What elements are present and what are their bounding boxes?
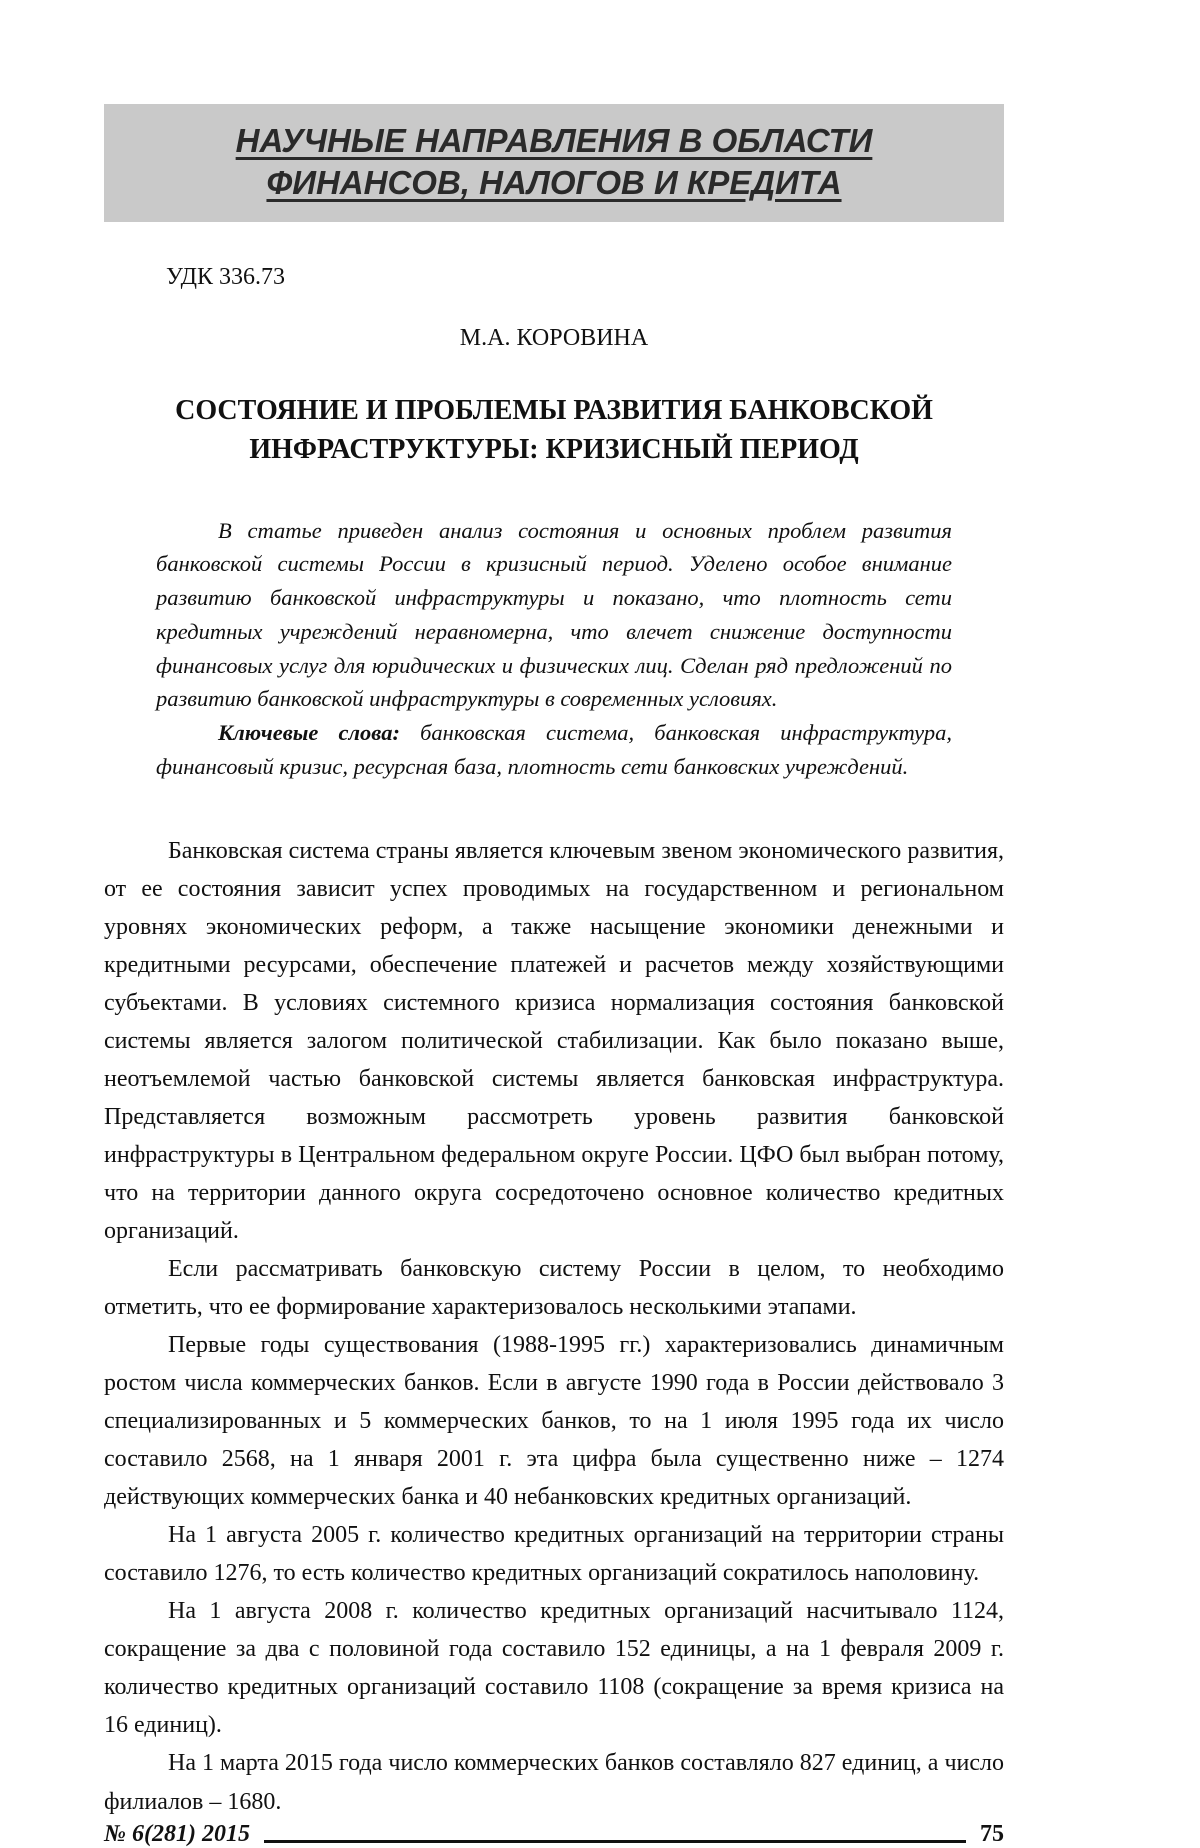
abstract-block: [156, 514, 952, 784]
page-number: 75: [980, 1820, 1004, 1847]
article-body: [104, 832, 1004, 1821]
section-banner: [104, 104, 1004, 222]
page-footer: [104, 1821, 1004, 1848]
body-paragraph: На 1 августа 2008 г. количество кредитных организаций насчитывало 1124, сокращение за два с половиной года составило 152 единицы, а на 1 февраля 2009 г. количество кредитных организаций составило 1108 (сокращение за время кризиса на 16 единиц).: [104, 1598, 1004, 1739]
keywords: [156, 716, 952, 784]
body-paragraph: Если рассматривать банковскую систему России в целом, то необходимо отметить, что ее формирование характеризовалось несколькими этапами.: [104, 1256, 1004, 1321]
udc-code: УДК 336.73: [166, 264, 285, 291]
section-banner-text: [114, 120, 994, 204]
body-paragraph: Банковская система страны является ключевым звеном экономического развития, от ее состояния зависит успех проводимых на государственном и региональном уровнях экономических реформ, а также насыщение экономики денежными и кредитными ресурсами, обеспечение платежей и расчетов между хозяйствующими субъектами. В условиях системного кризиса нормализация состояния банковской системы является залогом политической стабилизации. Как было показано выше, неотъемлемой частью банковской системы является банковская инфраструктура. Представляется возможным рассмотреть уровень развития банковской инфраструктуры в Центральном федеральном округе России. ЦФО был выбран потому, что на территории данного округа сосредоточено основное количество кредитных организаций.: [104, 837, 1004, 1245]
abstract-text: В статье приведен анализ состояния и основных проблем развития банковской системы России в кризисный период. Уделено особое внимание развитию банковской инфраструктуры и показано, что плотность сети кредитных учреждений неравномерна, что влечет снижение доступности финансовых услуг для юридических и физических лиц. Сделан ряд предложений по развитию банковской инфраструктуры в современных условиях.: [156, 517, 952, 712]
body-paragraph: Первые годы существования (1988-1995 гг.) характеризовались динамичным ростом числа коммерческих банков. Если в августе 1990 года в России действовало 3 специализированных и 5 коммерческих банков, то на 1 июля 1995 года их число составило 2568, на 1 января 2001 г. эта цифра была существенно ниже – 1274 действующих коммерческих банка и 40 небанковских кредитных организаций.: [104, 1332, 1004, 1511]
article-title-line2: ИНФРАСТРУКТУРЫ: КРИЗИСНЫЙ ПЕРИОД: [249, 434, 859, 466]
author-name: М.А. КОРОВИНА: [459, 325, 649, 352]
body-paragraph: На 1 марта 2015 года число коммерческих банков составляло 827 единиц, а число филиалов – 1680.: [104, 1750, 1004, 1815]
footer-rule: [264, 1839, 966, 1843]
banner-line2: ФИНАНСОВ, НАЛОГОВ И КРЕДИТА: [266, 164, 842, 202]
article-title-line1: СОСТОЯНИЕ И ПРОБЛЕМЫ РАЗВИТИЯ БАНКОВСКОЙ: [175, 395, 933, 427]
article-title: [104, 392, 1004, 469]
keywords-label: Ключевые слова:: [218, 720, 400, 746]
body-paragraph: На 1 августа 2005 г. количество кредитных организаций на территории страны составило 1276, то есть количество кредитных организаций сократилось наполовину.: [104, 1522, 1004, 1587]
banner-line1: НАУЧНЫЕ НАПРАВЛЕНИЯ В ОБЛАСТИ: [235, 122, 873, 159]
issue-number: № 6(281) 2015: [104, 1820, 250, 1847]
keywords-text: банковская система, банковская инфраструктура, финансовый кризис, ресурсная база, плотность сети банковских учреждений.: [156, 720, 952, 779]
